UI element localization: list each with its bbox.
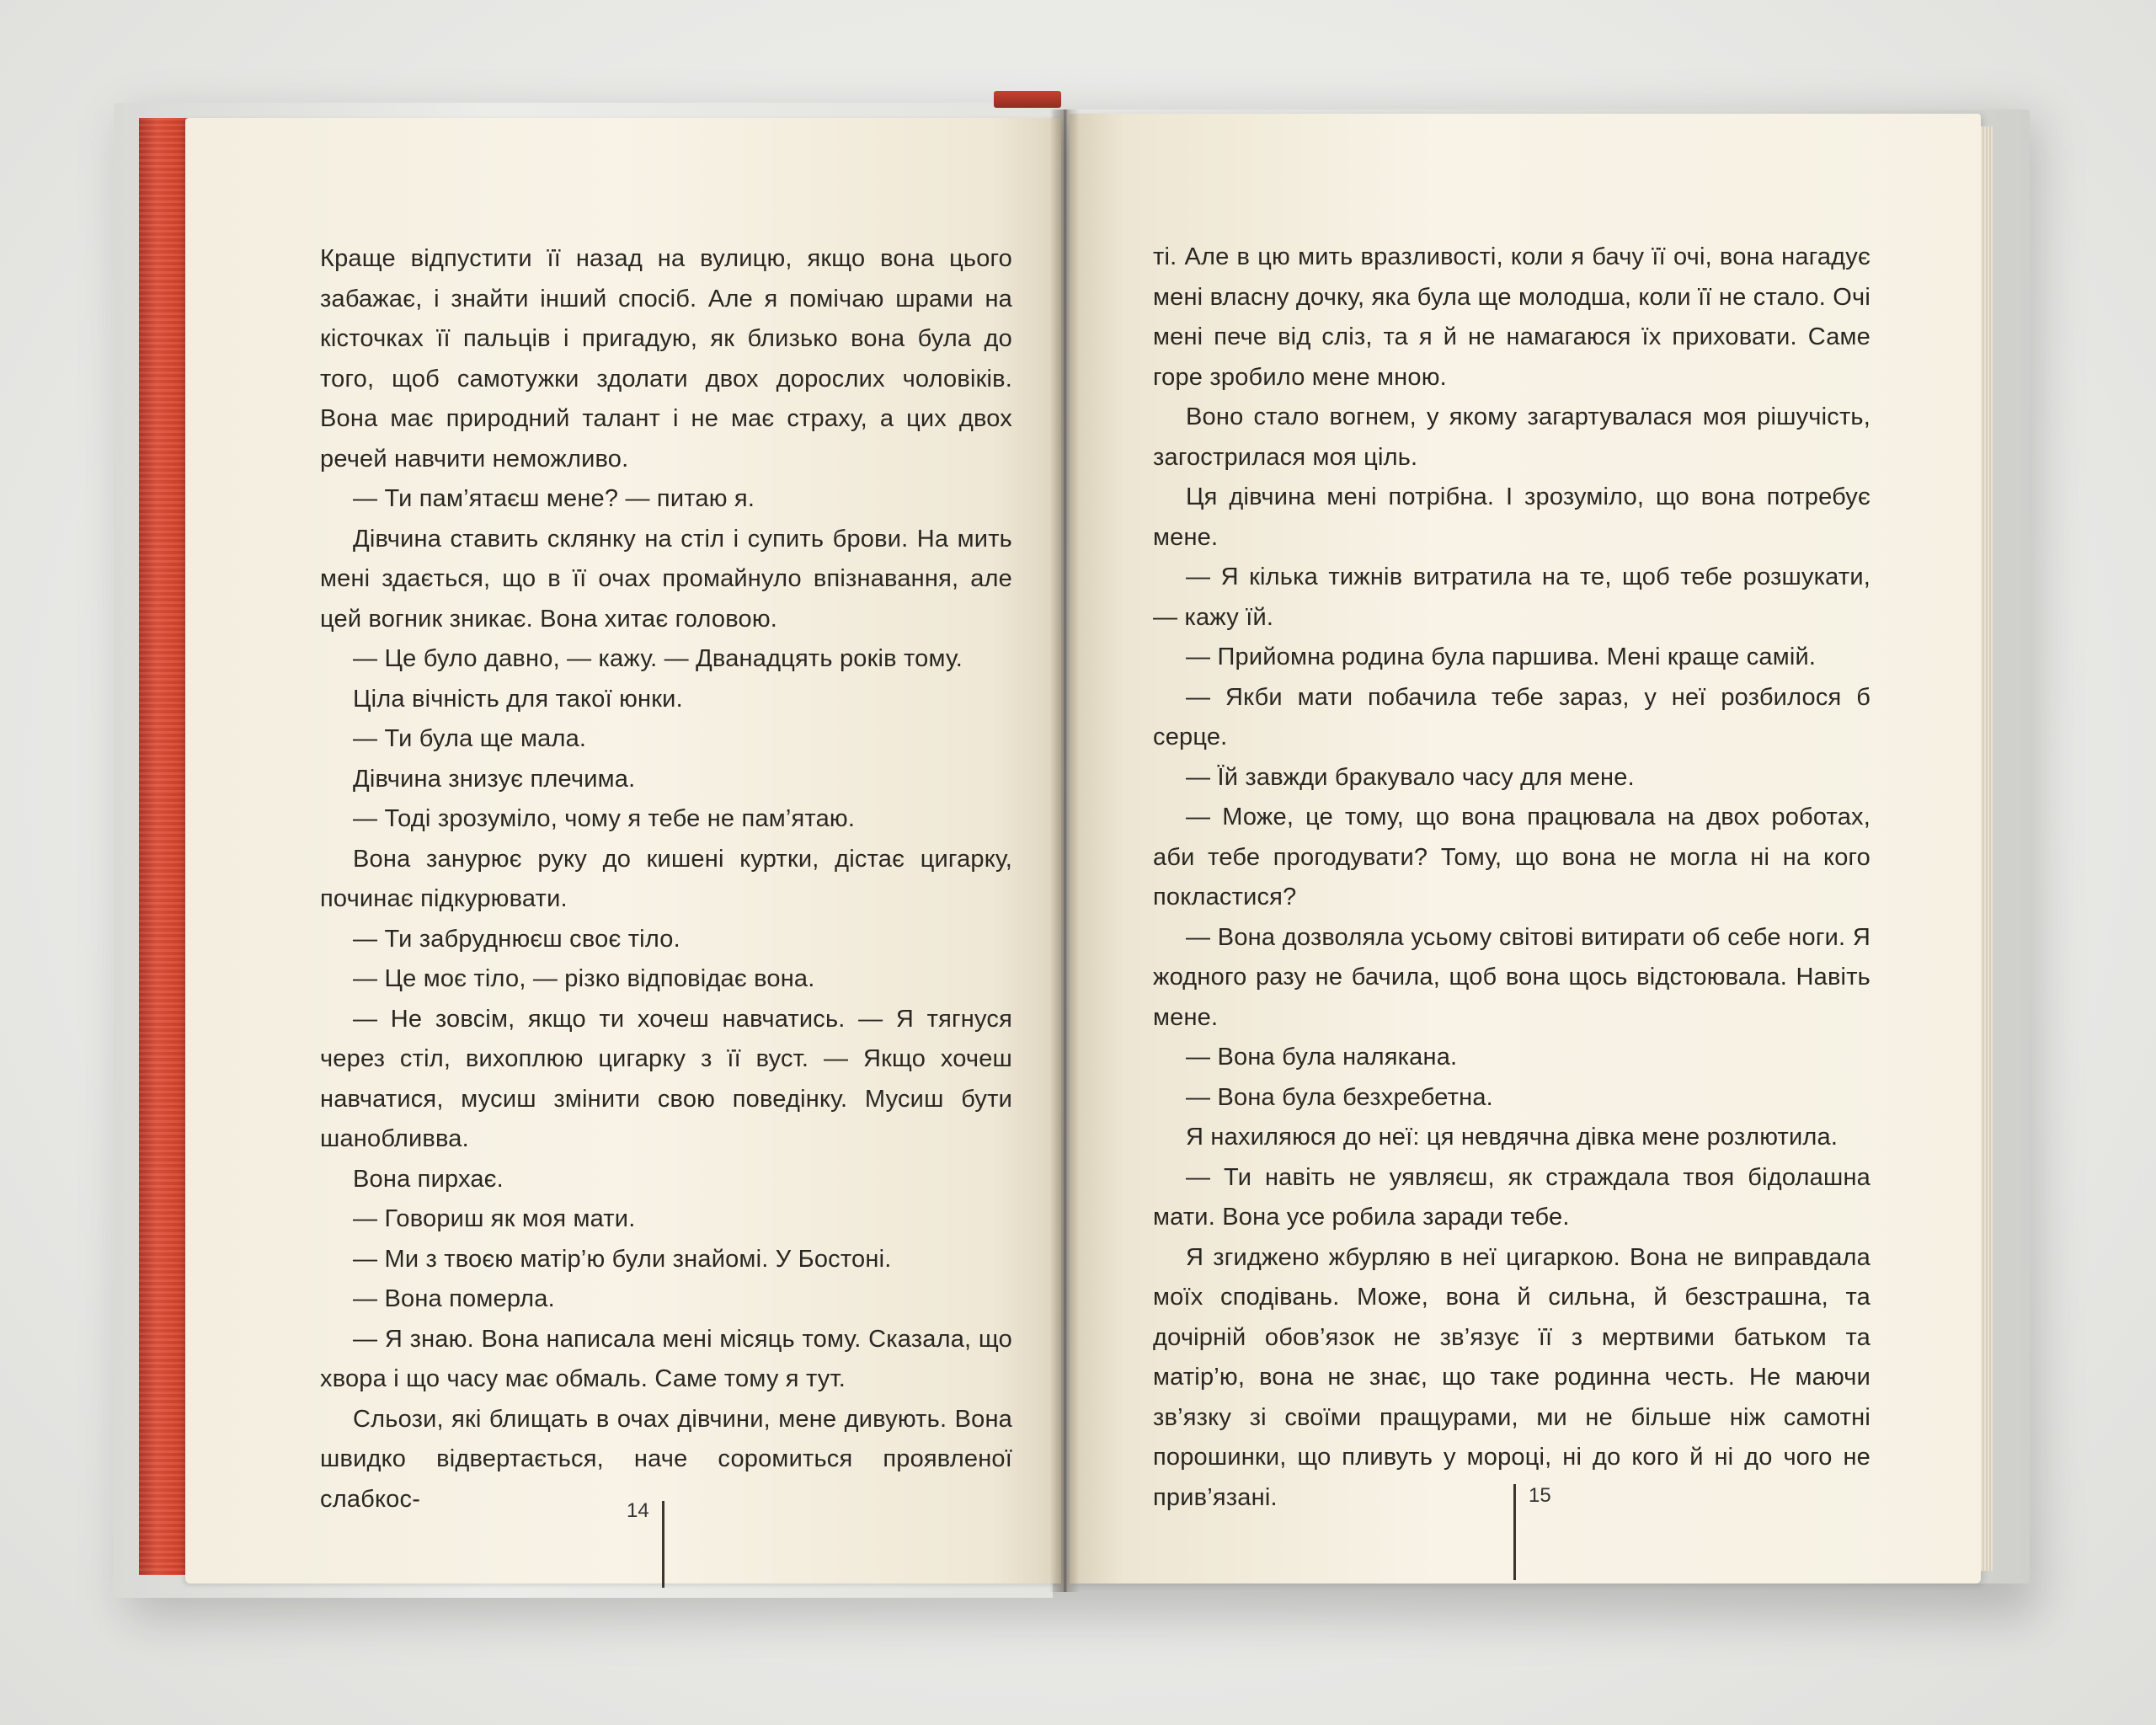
paragraph: Я згиджено жбурляю в неї цигаркою. Вона не виправдала моїх сподівань. Може, вона й сильна, й безстрашна, та дочірній обов’язок не зв’язує її з мертвими батьком та матір’ю, вона не знає, що таке родинна честь. Не маючи зв’язку зі своїми пращурами, ми не більше ніж самотні порошинки, що пливуть у мороці, ні до кого й ні до чого не прив’язані. [1153,1243,1870,1511]
paragraph: — Ти пам’ятаєш мене? — питаю я. [353,485,755,512]
paragraph: Краще відпустити її назад на вулицю, якщо вона цього забажає, і знайти інший спосіб. Але я помічаю шрами на кісточках її пальців і пригадую, як близько вона була до того, щоб самотужки здолати двох дорослих чоловіків. Вона має природний талант і не має страху, а цих двох речей навчити неможливо. [320,245,1012,473]
paragraph: — Я кілька тижнів витратила на те, щоб тебе розшукати, — кажу їй. [1153,563,1870,631]
book-gutter [1049,109,1080,1592]
page-number-rule-left [662,1501,664,1588]
paragraph: Ціла вічність для такої юнки. [353,685,683,713]
paragraph: — Говориш як моя мати. [353,1205,636,1232]
paragraph: — Їй завжди бракувало часу для мене. [1186,763,1635,791]
paragraph: — Прийомна родина була паршива. Мені краще самій. [1186,644,1817,670]
paragraph: Дівчина знизує плечима. [353,765,636,793]
paragraph: — Це було давно, — кажу. — Дванадцять років тому. [353,645,963,672]
paragraph: — Це моє тіло, — різко відповідає вона. [353,965,815,992]
paragraph: Вона пирхає. [353,1165,504,1193]
paragraph: — Ти навіть не уявляєш, як страждала твоя бідолашна мати. Вона усе робила заради тебе. [1153,1163,1870,1231]
paragraph: — Ми з твоєю матір’ю були знайомі. У Бостоні. [353,1245,892,1273]
right-page-text [1153,238,1870,1518]
paragraph: Ця дівчина мені потрібна. І зрозуміло, що вона потребує мене. [1153,483,1870,551]
paragraph: — Вона була безхребетна. [1186,1083,1493,1111]
paragraph: Сльози, які блищать в очах дівчини, мене дивують. Вона швидко відвертається, наче соромиться проявленої слабкос- [320,1405,1012,1513]
right-page-stack-edge [1981,126,1993,1571]
red-page-edge [139,118,189,1575]
paragraph: — Не зовсім, якщо ти хочеш навчатись. — Я тягнуся через стіл, вихоплюю цигарку з її вуст. — Якщо хочеш навчатися, мусиш змінити свою поведінку. Мусиш бути шанобливва. [320,1005,1012,1152]
page-number-rule-right [1513,1484,1516,1580]
paragraph: — Вона дозволяла усьому світові витирати об себе ноги. Я жодного разу не бачила, щоб вона щось відстоювала. Навіть мене. [1153,923,1870,1031]
paragraph: — Якби мати побачила тебе зараз, у неї розбилося б серце. [1153,683,1870,750]
paragraph: — Ти була ще мала. [353,725,587,752]
page-number-left: 14 [627,1499,649,1522]
paragraph: Вона занурює руку до кишені куртки, дістає цигарку, починає підкурювати. [320,845,1012,912]
left-page-text [320,239,1012,1519]
paragraph: Воно стало вогнем, у якому загартувалася моя рішучість, загострилася моя ціль. [1153,403,1870,471]
paragraph: — Тоді зрозуміло, чому я тебе не пам’ятаю. [353,805,856,832]
paragraph: — Вона померла. [353,1285,555,1312]
paragraph: Дівчина ставить склянку на стіл і супить брови. На мить мені здається, що в її очах промайнуло впізнавання, але цей вогник зникає. Вона хитає головою. [320,525,1012,633]
paragraph: ті. Але в цю мить вразливості, коли я бачу її очі, вона нагадує мені власну дочку, яка була ще молодша, коли її не стало. Очі мені пече від сліз, та я й не намагаюся їх приховати. Саме горе зробило мене мною. [1153,243,1870,391]
paragraph: — Вона була налякана. [1186,1044,1458,1071]
spine-headband [994,91,1061,108]
paragraph: — Ти забруднюєш своє тіло. [353,925,680,953]
paragraph: — Може, це тому, що вона працювала на двох роботах, аби тебе прогодувати? Тому, що вона не могла ні на кого покластися? [1153,804,1870,911]
paragraph: Я нахиляюся до неї: ця невдячна дівка мене розлютила. [1186,1124,1838,1151]
paragraph: — Я знаю. Вона написала мені місяць тому. Сказала, що хвора і що часу має обмаль. Саме тому я тут. [320,1325,1012,1392]
page-number-right: 15 [1529,1484,1551,1507]
